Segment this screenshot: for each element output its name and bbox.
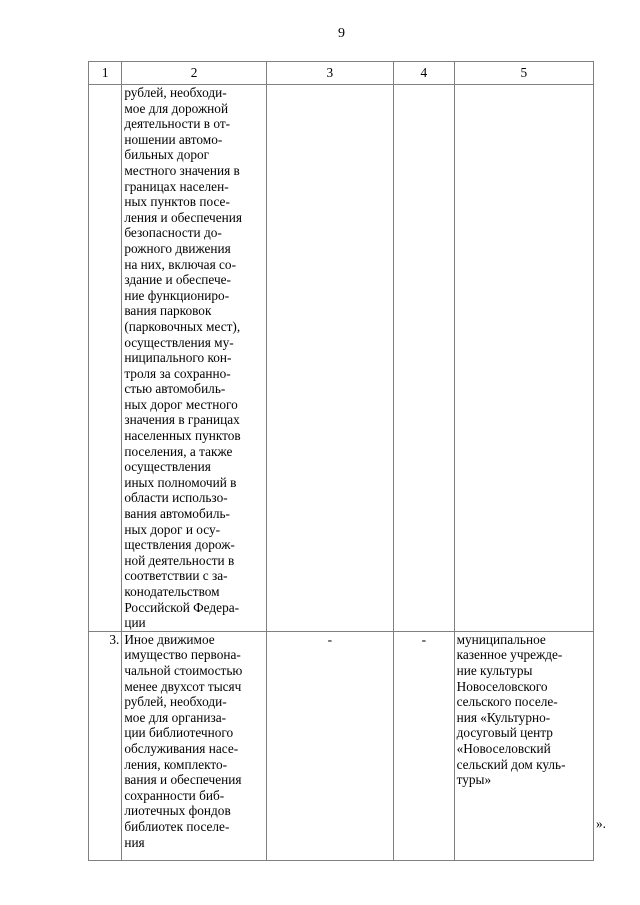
text-line: конодательством <box>124 584 220 599</box>
text-line: Иное движимое <box>124 631 215 647</box>
text-line: осуществления <box>124 459 211 475</box>
text-line: досуговый центр <box>456 725 553 741</box>
column-header-3: 3 <box>266 62 393 85</box>
text-line: лиотечных фондов <box>124 803 231 819</box>
row-continued-number-cell <box>89 85 122 632</box>
text-line: имущество первона- <box>124 647 241 663</box>
text-line: ниципального кон- <box>124 350 232 366</box>
text-line: ных дорог и осу- <box>124 521 221 537</box>
table-row-continued <box>89 85 594 632</box>
text-line: вания автомобиль- <box>124 506 230 522</box>
text-line: Российской Федера- <box>124 599 240 615</box>
text-line: туры» <box>456 772 492 788</box>
column-header-1: 1 <box>89 62 122 85</box>
row-continued-col3-cell <box>266 85 393 632</box>
text-line: ления и обеспечения <box>124 209 242 225</box>
text-line: ния <box>124 834 145 850</box>
text-line: ции библиотечного <box>124 725 234 741</box>
row-continued-col4-cell <box>394 85 455 632</box>
text-line: ления, комплекто- <box>124 756 228 772</box>
row-3-holder <box>457 632 591 788</box>
text-line: сохранности биб- <box>124 787 225 803</box>
row-continued-description <box>124 85 263 631</box>
table-row-3 <box>89 631 594 860</box>
row-3-holder-cell <box>454 631 593 860</box>
text-line: сельского поселе- <box>456 694 558 710</box>
text-line: ции <box>124 615 146 631</box>
closing-quote-mark: ». <box>596 816 606 831</box>
text-line: муниципальное <box>456 631 546 647</box>
text-line: рублей, необходи- <box>124 85 227 100</box>
column-header-4: 4 <box>394 62 455 85</box>
text-line: вания и обеспечения <box>124 772 242 788</box>
text-line: безопасности до- <box>124 225 222 241</box>
text-line: «Новоселовский <box>456 740 551 756</box>
text-line: иных полномочий в <box>124 474 237 490</box>
text-line: бильных дорог <box>124 147 210 163</box>
text-line: менее двухсот тысяч <box>124 678 242 694</box>
text-line: казенное учрежде- <box>456 647 563 663</box>
text-line: ние культуры <box>456 662 533 678</box>
text-line: ния «Культурно- <box>456 709 551 725</box>
text-line: библиотек поселе- <box>124 818 230 834</box>
text-line: ных дорог местного <box>124 396 238 412</box>
page-number: 9 <box>338 26 345 41</box>
row-continued-description-cell <box>122 85 266 632</box>
text-line: местного значения в <box>124 162 240 178</box>
text-line: ществления дорож- <box>124 537 235 553</box>
text-line: вания парковок <box>124 303 212 319</box>
row-3-col3-value: - <box>266 631 393 860</box>
text-line: значения в границах <box>124 412 240 428</box>
property-table <box>88 61 594 861</box>
text-line: ной деятельности в <box>124 552 235 568</box>
text-line: ношении автомо- <box>124 131 223 147</box>
text-line: соответствии с за- <box>124 568 228 584</box>
text-line: чальной стоимостью <box>124 662 243 678</box>
text-line: на них, включая со- <box>124 256 237 272</box>
text-line: мое для дорожной <box>124 100 229 116</box>
table-header-row <box>89 62 594 85</box>
text-line: ние функциониро- <box>124 287 230 303</box>
text-line: сельский дом куль- <box>456 756 566 772</box>
text-line: области использо- <box>124 490 228 506</box>
text-line: ных пунктов посе- <box>124 194 230 210</box>
column-header-2: 2 <box>122 62 266 85</box>
text-line: троля за сохранно- <box>124 365 231 381</box>
row-3-col4-value: - <box>394 631 455 860</box>
text-line: населенных пунктов <box>124 428 241 444</box>
text-line: поселения, а также <box>124 443 233 459</box>
row-continued-col5-cell <box>454 85 593 632</box>
column-header-5: 5 <box>454 62 593 85</box>
text-line: здание и обеспече- <box>124 272 231 288</box>
text-line: (парковочных мест), <box>124 318 241 334</box>
text-line: рожного движения <box>124 240 231 256</box>
text-line: обслуживания насе- <box>124 740 239 756</box>
row-3-description <box>124 632 263 850</box>
text-line: деятельности в от- <box>124 116 231 132</box>
row-3-number: 3. <box>89 631 122 860</box>
text-line: стью автомобиль- <box>124 381 226 397</box>
text-line: осуществления му- <box>124 334 234 350</box>
text-line: рублей, необходи- <box>124 694 227 710</box>
text-line: Новоселовского <box>456 678 548 694</box>
row-3-description-cell <box>122 631 266 860</box>
text-line: мое для организа- <box>124 709 227 725</box>
text-line: границах населен- <box>124 178 229 194</box>
